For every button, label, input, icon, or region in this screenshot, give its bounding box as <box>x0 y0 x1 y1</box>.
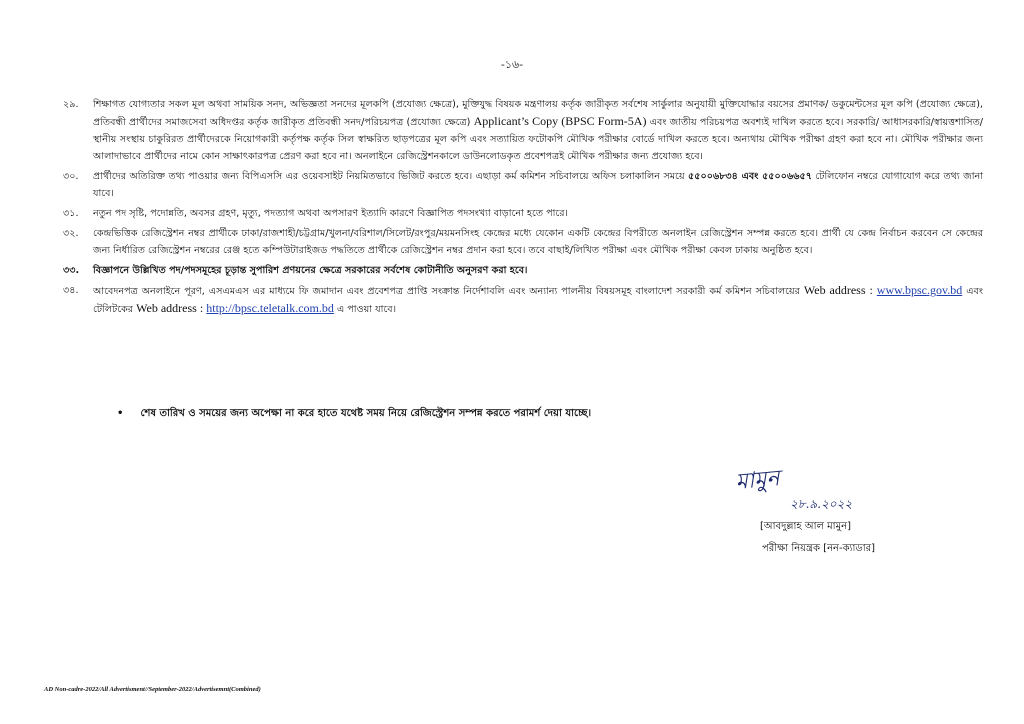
item-number: ৩৪. <box>63 285 79 296</box>
registration-advice <box>117 406 917 422</box>
item-number: ২৯. <box>63 99 79 110</box>
signature-date: ২৮.৯.২০২২ <box>790 497 853 511</box>
list-item <box>63 225 983 259</box>
item-number: ৩১. <box>63 208 79 219</box>
footer-file-path: AD Non-cadre-2022/All Advertisment//September-2022/Advertisemnt(Combined) <box>44 686 261 693</box>
item-text: আবেদনপত্র অনলাইনে পূরণ, এসএমএস এর মাধ্যমে ফি জমাদান এবং প্রবেশপত্র প্রাপ্তি সংক্রান্ত নির্দেশাবলি এবং অন্যান্য পালনীয় বিষয়সমূহ বাংলাদেশ সরকারী কর্ম কমিশন সচিবালয়ের <box>93 286 800 297</box>
item-number: ৩২. <box>63 228 79 239</box>
list-item <box>63 205 983 222</box>
item-text: প্রার্থীদের অতিরিক্ত তথ্য পাওয়ার জন্য বিপিএসসি এর ওয়েবসাইট নিয়মিতভাবে ভিজিট করতে হবে। এছাড়া কর্ম কমিশন সচিবালয়ে অফিস চলাকালিন সময়ে <box>93 171 685 182</box>
item-text-cont: এবং জাতীয় পরিচয়পত্র অবশ্যই দাখিল করতে হবে। সরকারি/ আধাসরকারি/স্বায়ত্তশাসিত/স্থানীয় সংস্থায় চাকুরিরত প্রার্থীদেরকে নিয়োগকারী কর্তৃপক্ষ কর্তৃক সিল স্বাক্ষরিত ছাড়পত্রের মূল কপি এবং সত্যায়িত ফটোকপি মৌখিক পরীক্ষার বোর্ডে দাখিল করতে হবে। অন্যথায় মৌখিক পরীক্ষা গ্রহণ করা হবে না। মৌখিক পরীক্ষার জন্য আলাদাভাবে প্রার্থীদের নামে কোন সাক্ষাৎকারপত্র প্রেরণ করা হবে না। অনলাইনে রেজিস্ট্রেশনকালে ডাউনলোডকৃত প্রবেশপত্রই মৌখিক পরীক্ষার জন্য প্রযোজ্য হবে। <box>93 117 984 162</box>
item-text-end: এ পাওয়া যাবে। <box>336 304 397 315</box>
list-item <box>63 168 983 202</box>
advice-text: শেষ তারিখ ও সময়ের জন্য অপেক্ষা না করে হাতে যথেষ্ট সময় নিয়ে রেজিস্ট্রেশন সম্পন্ন করতে পরামর্শ দেয়া যাচ্ছে। <box>140 408 592 419</box>
item-text: কেন্দ্রভিত্তিক রেজিস্ট্রেশন নম্বর প্রার্থীকে ঢাকা/রাজশাহী/চট্টগ্রাম/খুলনা/বরিশাল/সিলেট/রংপুর/ময়মনসিংহ কেন্দ্রের মধ্যে যেকোন একটি কেন্দ্রের বিপরীতে অনলাইন রেজিস্ট্রেশন সম্পন্ন করতে হবে। প্রার্থী যে কেন্দ্র নির্বাচন করবেন সে কেন্দ্রের জন্য নির্ধারিত রেজিস্ট্রেশন নম্বরের রেঞ্জ হতে কম্পিউটারাইজড পদ্ধতিতে প্রার্থীকে রেজিস্ট্রেশন নম্বর প্রদান করা হবে। তবে বাছাই/লিখিত পরীক্ষা এবং মৌখিক পরীক্ষা কেবল ঢাকায় অনুষ্ঠিত হবে। <box>93 228 983 256</box>
page-number: -১৬- <box>500 58 524 71</box>
instruction-list <box>63 96 983 318</box>
teletalk-website-link[interactable]: http://bpsc.teletalk.com.bd <box>206 301 334 315</box>
web-address-label-2: Web address : <box>136 301 204 315</box>
item-text: নতুন পদ সৃষ্টি, পদোন্নতি, অবসর গ্রহণ, মৃত্যু, পদত্যাগ অথবা অপসারণ ইত্যাদি কারণে বিজ্ঞাপিত পদসংখ্যা বাড়ানো হতে পারে। <box>93 208 568 219</box>
item-text: শিক্ষাগত যোগ্যতার সকল মূল অথবা সাময়িক সনদ, অভিজ্ঞতা সনদের মূলকপি (প্রযোজ্য ক্ষেত্রে), মুক্তিযুদ্ধ বিষয়ক মন্ত্রণালয় কর্তৃক জারীকৃত সর্বশেষ সার্কুলার অনুযায়ী মুক্তিযোদ্ধার বয়সের প্রমাণক/ ডকুমেন্টসের মূল কপি (প্রযোজ্য ক্ষেত্রে), প্রতিবন্ধী প্রার্থীদের সমাজসেবা অধিদপ্তর কর্তৃক জারীকৃত প্রতিবন্ধী সনদ/পরিচয়পত্র (প্রযোজ্য ক্ষেত্রে) <box>93 99 983 128</box>
applicant-copy-form: Applicant’s Copy (BPSC Form-5A) <box>473 114 647 128</box>
bpsc-website-link[interactable]: www.bpsc.gov.bd <box>876 283 963 297</box>
item-number: ৩০. <box>63 171 79 182</box>
item-text: বিজ্ঞাপনে উল্লিখিত পদ/পদসমূহের চূড়ান্ত সুপারিশ প্রণয়নের ক্ষেত্রে সরকারের সর্বশেষ কোটানীতি অনুসরণ করা হবে। <box>93 265 528 276</box>
item-number: ৩৩. <box>63 265 80 276</box>
signatory-title: পরীক্ষা নিয়ন্ত্রক [নন-ক্যাডার] <box>762 543 876 554</box>
bullet-icon: • <box>117 408 124 419</box>
phone-numbers: ৫৫০০৬৮৩৪ এবং ৫৫০০৬৬৫৭ <box>688 171 812 182</box>
list-item <box>63 96 983 165</box>
signatory-name: [আবদুল্লাহ আল মামুন] <box>760 521 851 532</box>
signature <box>730 456 880 516</box>
list-item <box>63 282 983 318</box>
item-text-cont: এবং টেলিটকের <box>93 286 983 315</box>
signature-script: মামুন <box>734 466 781 495</box>
item-text-cont: টেলিফোন নম্বরে যোগাযোগ করে তথ্য জানা যাবে। <box>93 171 983 199</box>
list-item <box>63 262 983 279</box>
web-address-label: Web address : <box>803 283 873 297</box>
